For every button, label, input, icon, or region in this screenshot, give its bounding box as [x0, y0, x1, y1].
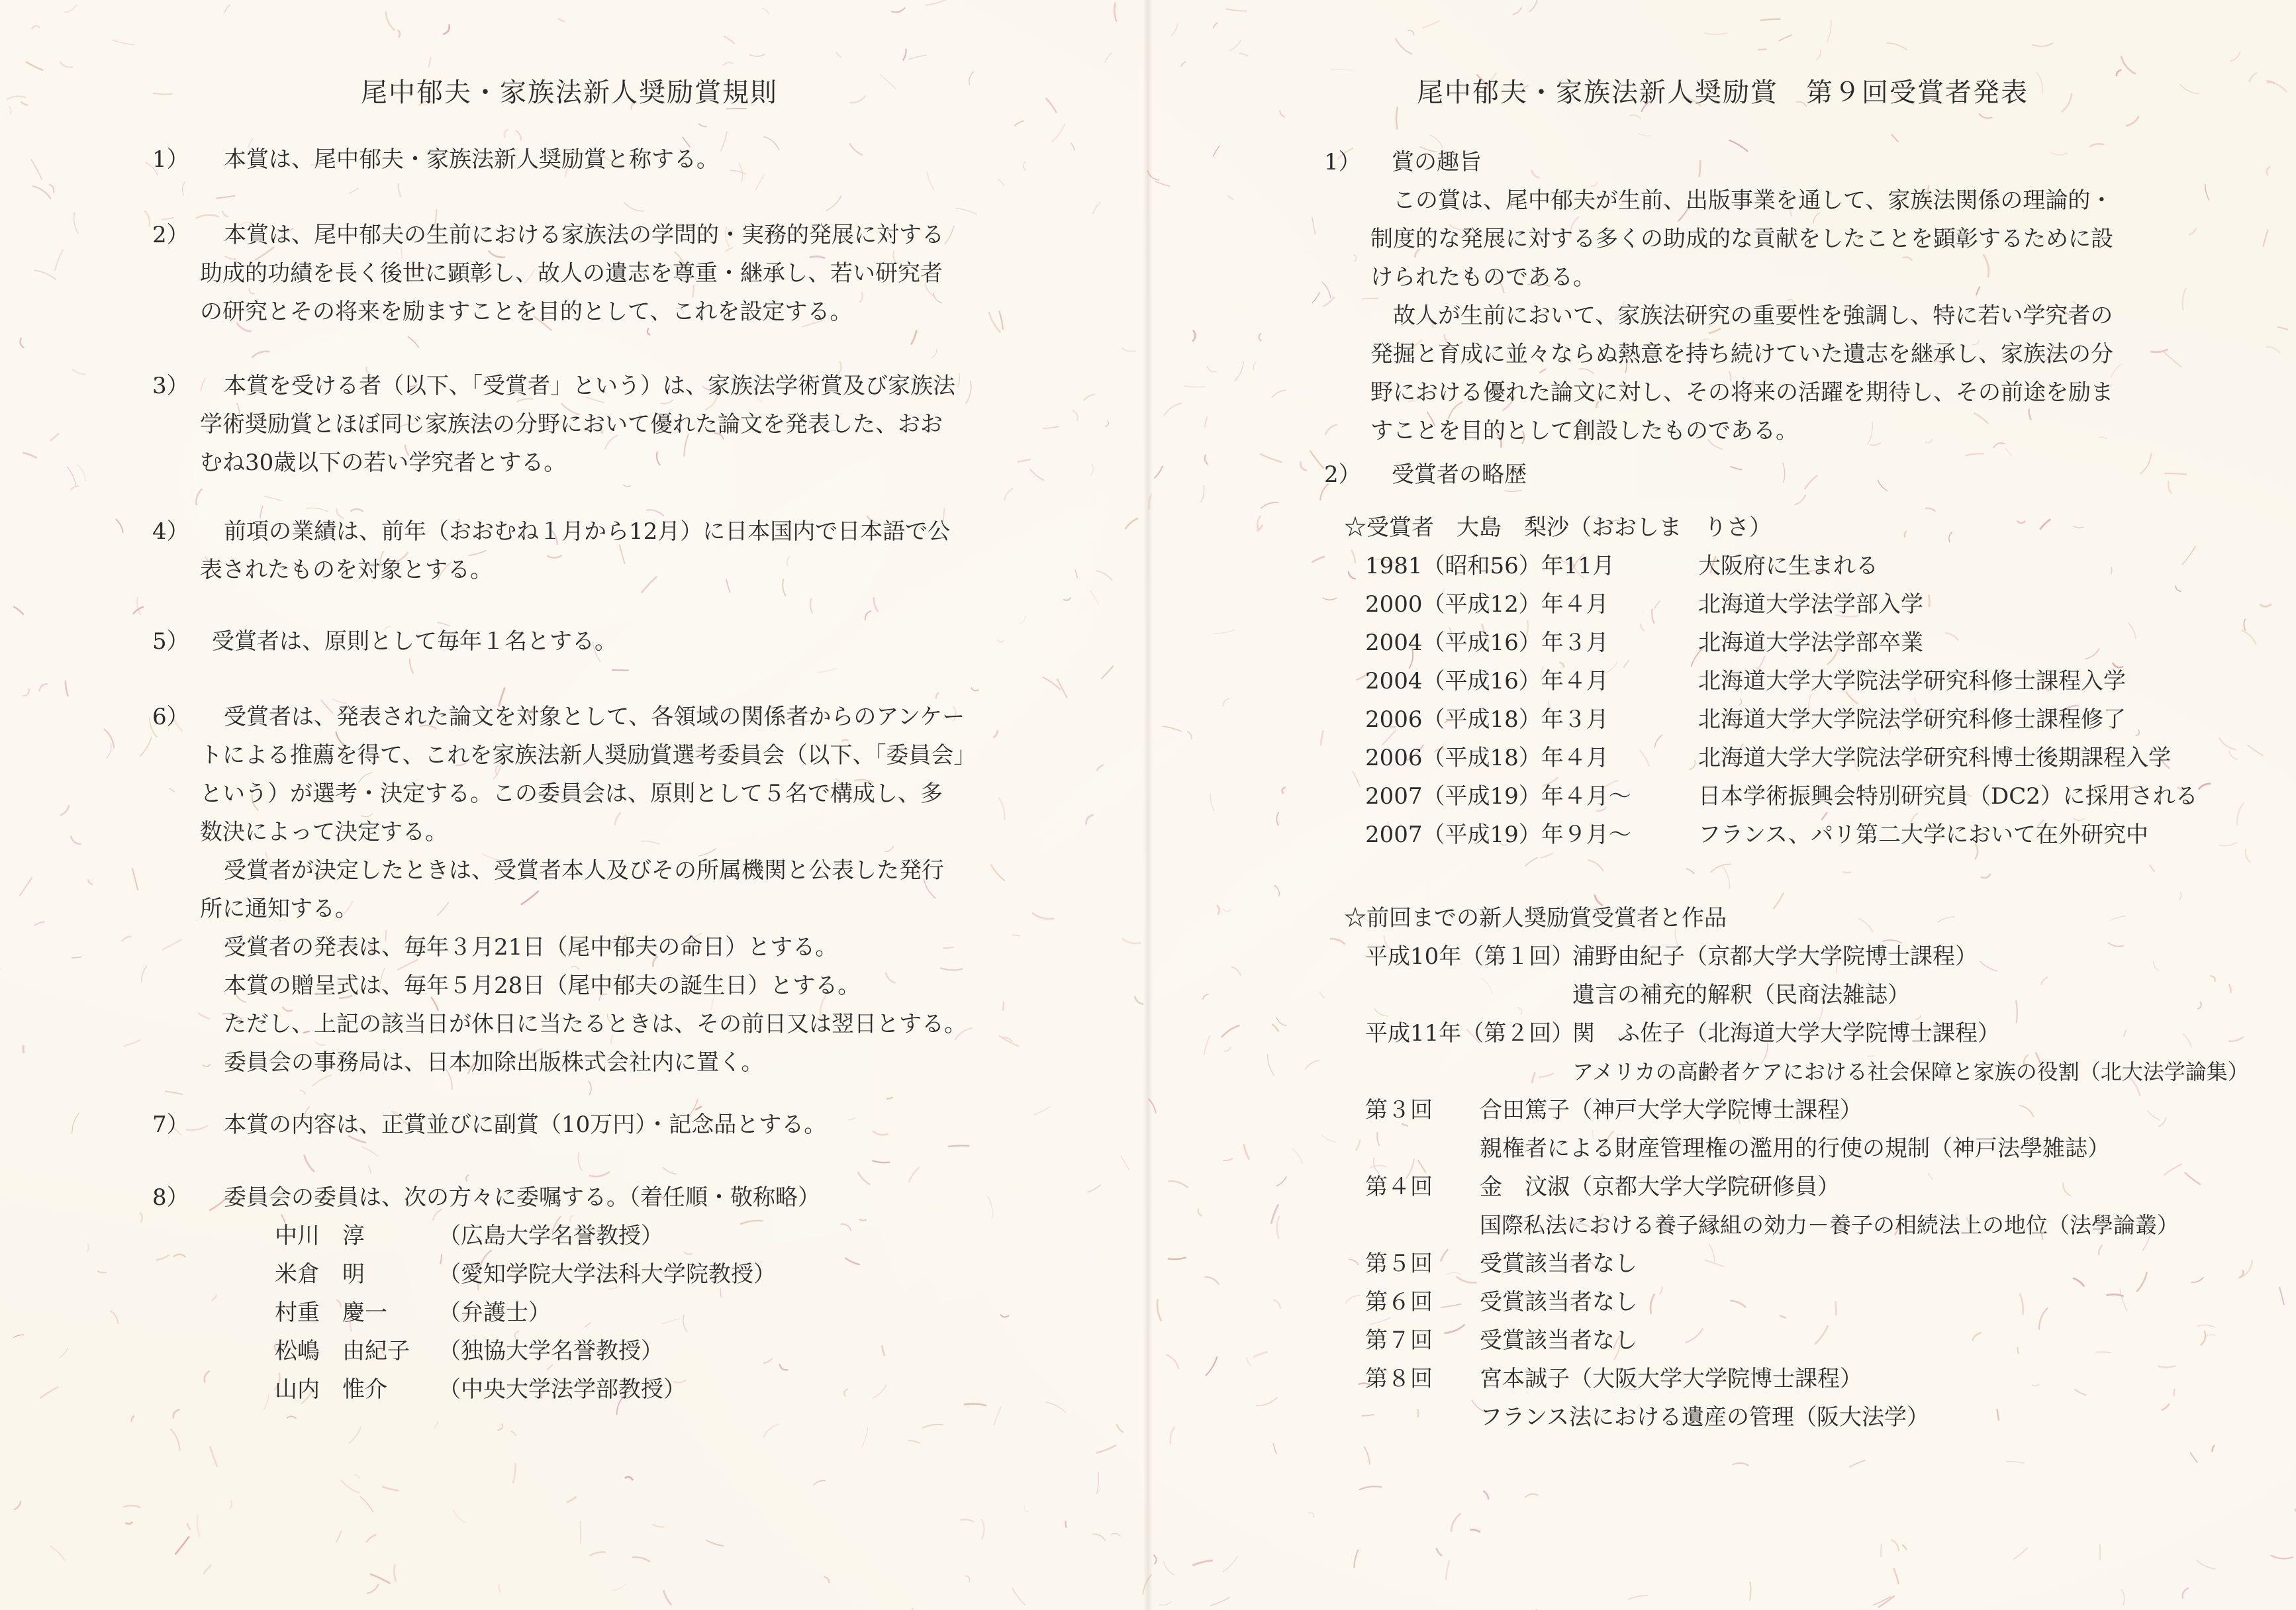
rule-number: 4）	[152, 518, 189, 545]
rule-number: 5）	[152, 628, 189, 655]
history-date: 2004（平成16）年４月	[1365, 668, 1609, 694]
winner-name: 金 汶淑（京都大学大学院研修員）	[1480, 1174, 1840, 1200]
history-date: 2000（平成12）年４月	[1365, 591, 1609, 618]
awardee-name: ☆受賞者 大島 梨沙（おおしま りさ）	[1344, 514, 1772, 541]
rule-text: 前項の業績は、前年（おおむね１月から12月）に日本国内で日本語で公	[224, 518, 951, 545]
history-date: 2007（平成19）年４月～	[1365, 783, 1631, 810]
previous-winners-heading: ☆前回までの新人奨励賞受賞者と作品	[1344, 905, 1727, 931]
rule-text: 委員会の事務局は、日本加除出版株式会社内に置く。	[224, 1049, 764, 1076]
member-affiliation: （弁護士）	[438, 1300, 551, 1326]
round-label: 第７回	[1365, 1327, 1433, 1354]
history-date: 2006（平成18）年４月	[1365, 745, 1609, 771]
purpose-text: 野における優れた論文に対し、その将来の活躍を期待し、その前途を励ま	[1370, 379, 2113, 406]
round-label: 第６回	[1365, 1289, 1433, 1315]
winning-work: 国際私法における養子縁組の効力－養子の相続法上の地位（法學論叢）	[1480, 1212, 2179, 1238]
member-affiliation: （愛知学院大学法科大学院教授）	[438, 1261, 776, 1288]
member-name: 山内 惟介	[275, 1376, 387, 1403]
member-name: 米倉 明	[275, 1261, 365, 1288]
winning-work: 遺言の補充的解釈（民商法雑誌）	[1572, 982, 1910, 1008]
rule-text: むね30歳以下の若い学究者とする。	[200, 450, 567, 476]
rule-number: 6）	[152, 704, 189, 730]
winner-name: 受賞該当者なし	[1480, 1327, 1637, 1354]
purpose-text: 発掘と育成に並々ならぬ熱意を持ち続けていた遺志を継承し、家族法の分	[1370, 341, 2113, 367]
purpose-text: 故人が生前において、家族法研究の重要性を強調し、特に若い学究者の	[1393, 303, 2113, 329]
right-page-title: 尾中郁夫・家族法新人奨励賞 第９回受賞者発表	[1417, 77, 2029, 108]
history-event: フランス、パリ第二大学において在外研究中	[1698, 822, 2148, 848]
round-label: 第３回	[1365, 1097, 1433, 1123]
rule-text: 委員会の委員は、次の方々に委嘱する。（着任順・敬称略）	[224, 1184, 820, 1211]
rule-text: という）が選考・決定する。この委員会は、原則として５名で構成し、多	[200, 781, 943, 807]
round-label: 第４回	[1365, 1174, 1433, 1200]
history-event: 日本学術振興会特別研究員（DC2）に採用される	[1698, 783, 2198, 810]
rule-text: 受賞者が決定したときは、受賞者本人及びその所属機関と公表した発行	[224, 857, 944, 884]
purpose-text: すことを目的として創設したものである。	[1370, 418, 1798, 444]
history-event: 北海道大学大学院法学研究科修士課程入学	[1698, 668, 2126, 694]
winning-work: 親権者による財産管理権の濫用的行使の規制（神戸法學雑誌）	[1480, 1135, 2110, 1162]
winner-name: 受賞該当者なし	[1480, 1251, 1637, 1277]
rule-number: 7）	[152, 1112, 189, 1138]
history-date: 2007（平成19）年９月～	[1365, 822, 1631, 848]
member-name: 村重 慶一	[275, 1300, 387, 1326]
history-event: 北海道大学法学部入学	[1698, 591, 1923, 618]
rule-number: 8）	[152, 1184, 189, 1211]
rule-text: 本賞を受ける者（以下、「受賞者」という）は、家族法学術賞及び家族法	[224, 373, 955, 399]
rule-number: 3）	[152, 373, 189, 399]
section-heading: 受賞者の略歴	[1392, 461, 1527, 488]
rule-text: 受賞者の発表は、毎年３月21日（尾中郁夫の命日）とする。	[224, 934, 838, 961]
winner-name: 浦野由紀子（京都大学大学院博士課程）	[1572, 943, 1978, 970]
winner-name: 関 ふ佐子（北海道大学大学院博士課程）	[1572, 1020, 2000, 1047]
section-number: 1）	[1324, 149, 1361, 175]
rule-text: 本賞の内容は、正賞並びに副賞（10万円）・記念品とする。	[224, 1112, 827, 1138]
history-date: 1981（昭和56）年11月	[1365, 553, 1615, 579]
rule-text: 本賞の贈呈式は、毎年５月28日（尾中郁夫の誕生日）とする。	[224, 972, 861, 999]
purpose-text: 制度的な発展に対する多くの助成的な貢献をしたことを顕彰するために設	[1370, 226, 2113, 252]
round-label: 平成10年（第１回）	[1365, 943, 1574, 970]
rule-text: トによる推薦を得て、これを家族法新人奨励賞選考委員会（以下、「委員会」	[200, 742, 977, 769]
rule-text: 所に通知する。	[200, 896, 358, 922]
left-page-title: 尾中郁夫・家族法新人奨励賞規則	[361, 77, 778, 108]
rule-text: 学術奨励賞とほぼ同じ家族法の分野において優れた論文を発表した、おお	[200, 411, 943, 438]
winner-name: 受賞該当者なし	[1480, 1289, 1637, 1315]
member-name: 松嶋 由紀子	[275, 1338, 410, 1364]
member-name: 中川 淳	[275, 1223, 365, 1249]
rule-number: 1）	[152, 146, 189, 173]
history-event: 北海道大学大学院法学研究科博士後期課程入学	[1698, 745, 2171, 771]
winner-name: 合田篤子（神戸大学大学院博士課程）	[1480, 1097, 1862, 1123]
member-affiliation: （中央大学法学部教授）	[438, 1376, 686, 1403]
history-event: 大阪府に生まれる	[1698, 553, 1878, 579]
rule-text: 本賞は、尾中郁夫・家族法新人奨励賞と称する。	[224, 146, 719, 173]
purpose-text: この賞は、尾中郁夫が生前、出版事業を通して、家族法関係の理論的・	[1393, 187, 2113, 214]
history-date: 2006（平成18）年３月	[1365, 706, 1609, 733]
round-label: 第５回	[1365, 1251, 1433, 1277]
round-label: 平成11年（第２回）	[1365, 1020, 1574, 1047]
history-event: 北海道大学法学部卒業	[1698, 630, 1923, 656]
member-affiliation: （広島大学名誉教授）	[438, 1223, 663, 1249]
rule-text: 助成的功績を長く後世に顕彰し、故人の遺志を尊重・継承し、若い研究者	[200, 260, 943, 287]
rule-text: 受賞者は、発表された論文を対象として、各領域の関係者からのアンケー	[224, 704, 965, 730]
round-label: 第８回	[1365, 1366, 1433, 1392]
winner-name: 宮本誠子（大阪大学大学院博士課程）	[1480, 1366, 1862, 1392]
rule-text: 本賞は、尾中郁夫の生前における家族法の学問的・実務的発展に対する	[224, 222, 944, 248]
history-date: 2004（平成16）年３月	[1365, 630, 1609, 656]
section-number: 2）	[1324, 461, 1361, 488]
rule-number: 2）	[152, 222, 189, 248]
purpose-text: けられたものである。	[1370, 264, 1596, 291]
history-event: 北海道大学大学院法学研究科修士課程修了	[1698, 706, 2126, 733]
left-page	[0, 0, 1145, 1610]
section-heading: 賞の趣旨	[1392, 149, 1482, 175]
rule-text: 表されたものを対象とする。	[200, 557, 493, 583]
rule-text: ただし、上記の該当日が休日に当たるときは、その前日又は翌日とする。	[224, 1011, 967, 1037]
winning-work: アメリカの高齢者ケアにおける社会保障と家族の役割（北大法学論集）	[1572, 1059, 2249, 1084]
member-affiliation: （独協大学名誉教授）	[438, 1338, 663, 1364]
winning-work: フランス法における遺産の管理（阪大法学）	[1480, 1404, 1929, 1431]
rule-text: の研究とその将来を励ますことを目的として、これを設定する。	[200, 299, 853, 325]
rule-text: 受賞者は、原則として毎年１名とする。	[212, 628, 617, 655]
right-page	[1152, 0, 2296, 1610]
rule-text: 数決によって決定する。	[200, 819, 448, 845]
